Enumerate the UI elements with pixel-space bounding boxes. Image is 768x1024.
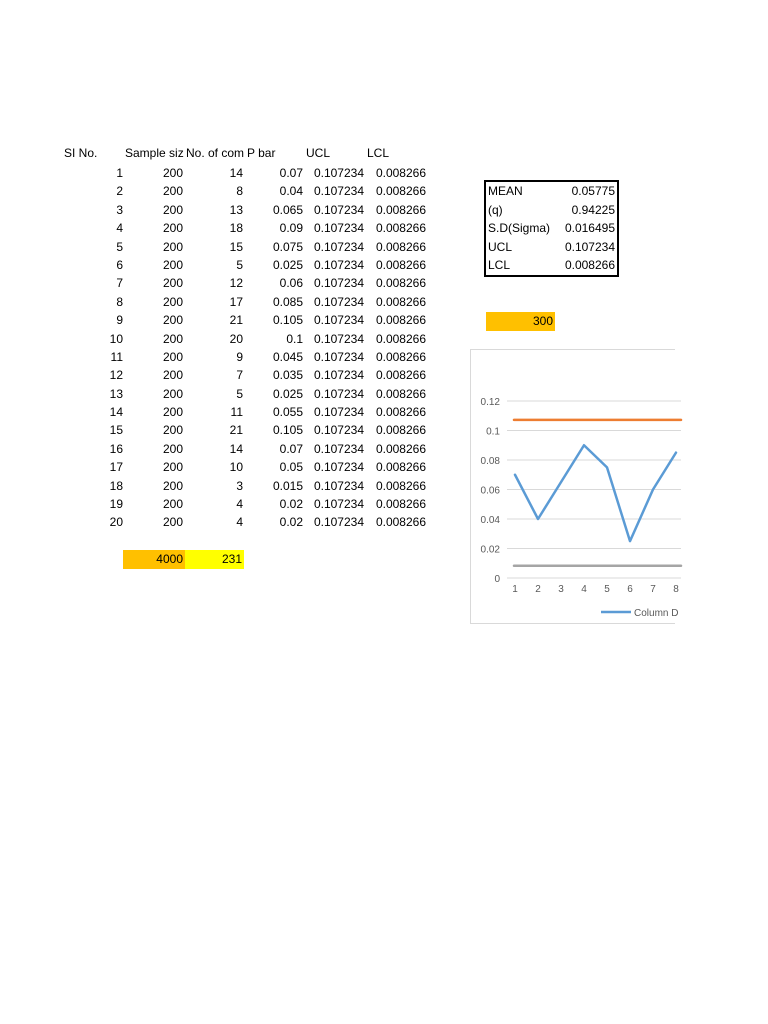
cell-ucl[interactable]: 0.107234 <box>313 276 364 291</box>
cell-no-of-comp[interactable]: 3 <box>236 478 243 493</box>
cell-no-of-comp[interactable]: 17 <box>229 294 243 309</box>
cell-p-bar[interactable]: 0.09 <box>279 221 303 236</box>
cell-lcl[interactable]: 0.008266 <box>375 184 426 199</box>
cell-ucl[interactable]: 0.107234 <box>313 460 364 475</box>
cell-si-no[interactable]: 1 <box>116 166 123 180</box>
cell-no-of-comp[interactable]: 14 <box>229 166 243 180</box>
cell-sample-size[interactable]: 200 <box>162 294 183 309</box>
table-row <box>64 458 430 476</box>
cell-no-of-comp[interactable]: 12 <box>229 276 243 291</box>
cell-lcl[interactable]: 0.008266 <box>375 313 426 328</box>
stat-value: 0.94225 <box>571 202 615 217</box>
cell-p-bar[interactable]: 0.015 <box>272 478 303 493</box>
cell-sample-size[interactable]: 200 <box>162 497 183 512</box>
y-tick-label: 0.1 <box>486 426 500 438</box>
table-row <box>64 477 430 495</box>
cell-ucl[interactable]: 0.107234 <box>313 257 364 272</box>
cell-ucl[interactable]: 0.107234 <box>313 515 364 530</box>
y-tick-label: 0.04 <box>480 515 500 526</box>
cell-no-of-comp[interactable]: 7 <box>236 368 243 383</box>
cell-lcl[interactable]: 0.008266 <box>375 515 426 530</box>
cell-lcl[interactable]: 0.008266 <box>375 441 426 456</box>
cell-si-no[interactable]: 2 <box>116 184 123 199</box>
cell-si-no[interactable]: 14 <box>109 405 123 420</box>
cell-no-of-comp[interactable]: 21 <box>229 423 243 438</box>
cell-p-bar[interactable]: 0.025 <box>272 257 303 272</box>
cell-ucl[interactable]: 0.107234 <box>313 386 364 401</box>
cell-sample-size[interactable]: 200 <box>162 313 183 328</box>
cell-lcl[interactable]: 0.008266 <box>375 239 426 254</box>
cell-ucl[interactable]: 0.107234 <box>313 294 364 309</box>
cell-sample-size[interactable]: 200 <box>162 423 183 438</box>
cell-p-bar[interactable]: 0.07 <box>279 166 303 180</box>
x-tick-label: 2 <box>535 584 541 595</box>
cell-no-of-comp[interactable]: 21 <box>229 313 243 328</box>
cell-ucl[interactable]: 0.107234 <box>313 349 364 364</box>
cell-lcl[interactable]: 0.008266 <box>375 166 426 180</box>
cell-lcl[interactable]: 0.008266 <box>375 221 426 236</box>
cell-sample-size[interactable]: 200 <box>162 184 183 199</box>
y-tick-label: 0.08 <box>480 456 500 467</box>
table-row <box>64 201 430 219</box>
cell-ucl[interactable]: 0.107234 <box>313 184 364 199</box>
cell-sample-size[interactable]: 200 <box>162 202 183 217</box>
cell-si-no[interactable]: 10 <box>109 331 123 346</box>
cell-no-of-comp[interactable]: 15 <box>229 239 243 254</box>
cell-lcl[interactable]: 0.008266 <box>375 349 426 364</box>
stat-value: 0.008266 <box>564 258 615 272</box>
stat-value: 0.107234 <box>564 239 615 254</box>
highlighted-cell[interactable]: 300 <box>486 312 555 331</box>
x-tick-label: 8 <box>673 584 679 595</box>
cell-si-no[interactable]: 12 <box>109 368 123 383</box>
stat-label: LCL <box>488 258 511 272</box>
cell-lcl[interactable]: 0.008266 <box>375 460 426 475</box>
cell-p-bar[interactable]: 0.025 <box>272 386 303 401</box>
cell-lcl[interactable]: 0.008266 <box>375 202 426 217</box>
table-row <box>64 366 430 384</box>
cell-lcl[interactable]: 0.008266 <box>375 386 426 401</box>
table-row <box>64 440 430 458</box>
legend-label: Column D <box>634 608 679 619</box>
cell-p-bar[interactable]: 0.1 <box>286 331 303 346</box>
cell-p-bar[interactable]: 0.06 <box>279 276 303 291</box>
header-ucl[interactable]: UCL <box>306 146 331 160</box>
total-no-of-comp-cell[interactable]: 231 <box>185 550 244 569</box>
stat-row-mean[interactable] <box>486 182 617 201</box>
cell-p-bar[interactable]: 0.105 <box>272 313 303 328</box>
cell-lcl[interactable]: 0.008266 <box>375 276 426 291</box>
control-chart[interactable] <box>470 349 679 624</box>
cell-si-no[interactable]: 19 <box>109 497 123 512</box>
table-row <box>64 421 430 439</box>
cell-sample-size[interactable]: 200 <box>162 276 183 291</box>
table-row <box>64 219 430 237</box>
cell-p-bar[interactable]: 0.085 <box>272 294 303 309</box>
cell-sample-size[interactable]: 200 <box>162 478 183 493</box>
cell-lcl[interactable]: 0.008266 <box>375 331 426 346</box>
cell-p-bar[interactable]: 0.055 <box>272 405 303 420</box>
cell-p-bar[interactable]: 0.075 <box>272 239 303 254</box>
cell-si-no[interactable]: 16 <box>109 441 123 456</box>
cell-p-bar[interactable]: 0.05 <box>279 460 303 475</box>
x-tick-label: 5 <box>604 584 610 595</box>
cell-sample-size[interactable]: 200 <box>162 221 183 236</box>
cell-ucl[interactable]: 0.107234 <box>313 221 364 236</box>
table-row <box>64 330 430 348</box>
cell-no-of-comp[interactable]: 13 <box>229 202 243 217</box>
stat-row-ucl[interactable] <box>486 238 617 257</box>
cell-ucl[interactable]: 0.107234 <box>313 166 364 180</box>
stat-label: (q) <box>488 202 503 217</box>
cell-no-of-comp[interactable]: 4 <box>236 515 243 530</box>
cell-no-of-comp[interactable]: 9 <box>236 349 243 364</box>
x-tick-label: 7 <box>650 584 656 595</box>
table-row <box>64 311 430 329</box>
x-tick-label: 3 <box>558 584 564 595</box>
cell-ucl[interactable]: 0.107234 <box>313 331 364 346</box>
y-tick-label: 0.12 <box>480 397 500 408</box>
cell-no-of-comp[interactable]: 5 <box>236 257 243 272</box>
cell-sample-size[interactable]: 200 <box>162 515 183 530</box>
total-sample-size-cell[interactable]: 4000 <box>123 550 185 569</box>
cell-si-no[interactable]: 3 <box>116 202 123 217</box>
x-tick-label: 4 <box>581 584 587 595</box>
table-row <box>64 274 430 292</box>
cell-ucl[interactable]: 0.107234 <box>313 313 364 328</box>
stats-box <box>484 180 619 277</box>
cell-si-no[interactable]: 18 <box>109 478 123 493</box>
cell-ucl[interactable]: 0.107234 <box>313 441 364 456</box>
cell-p-bar[interactable]: 0.07 <box>279 441 303 456</box>
cell-no-of-comp[interactable]: 14 <box>229 441 243 456</box>
table-row <box>64 513 430 531</box>
cell-sample-size[interactable]: 200 <box>162 368 183 383</box>
chart-svg <box>471 350 679 625</box>
stat-row-sigma[interactable] <box>486 219 617 238</box>
cell-si-no[interactable]: 6 <box>116 257 123 272</box>
cell-no-of-comp[interactable]: 8 <box>236 184 243 199</box>
cell-no-of-comp[interactable]: 4 <box>236 497 243 512</box>
stat-value: 0.05775 <box>571 184 615 198</box>
y-tick-label: 0.02 <box>480 544 500 556</box>
cell-sample-size[interactable]: 200 <box>162 257 183 272</box>
table-row <box>64 403 430 421</box>
table-row <box>64 164 430 182</box>
cell-sample-size[interactable]: 200 <box>162 441 183 456</box>
cell-no-of-comp[interactable]: 18 <box>229 221 243 236</box>
cell-si-no[interactable]: 5 <box>116 239 123 254</box>
cell-p-bar[interactable]: 0.105 <box>272 423 303 438</box>
cell-p-bar[interactable]: 0.02 <box>279 497 303 512</box>
table-row <box>64 293 430 311</box>
header-no-of-comp[interactable]: No. of com <box>186 146 245 160</box>
header-si-no[interactable]: SI No. <box>64 146 98 160</box>
cell-ucl[interactable]: 0.107234 <box>313 202 364 217</box>
cell-si-no[interactable]: 8 <box>116 294 123 309</box>
cell-p-bar[interactable]: 0.045 <box>272 349 303 364</box>
cell-si-no[interactable]: 17 <box>109 460 123 475</box>
cell-sample-size[interactable]: 200 <box>162 460 183 475</box>
cell-lcl[interactable]: 0.008266 <box>375 478 426 493</box>
cell-no-of-comp[interactable]: 11 <box>230 405 243 420</box>
cell-sample-size[interactable]: 200 <box>162 239 183 254</box>
cell-ucl[interactable]: 0.107234 <box>313 239 364 254</box>
table-row <box>64 238 430 256</box>
cell-lcl[interactable]: 0.008266 <box>375 257 426 272</box>
cell-no-of-comp[interactable]: 5 <box>236 386 243 401</box>
cell-ucl[interactable]: 0.107234 <box>313 423 364 438</box>
table-row <box>64 348 430 366</box>
cell-ucl[interactable]: 0.107234 <box>313 497 364 512</box>
cell-si-no[interactable]: 11 <box>110 349 123 364</box>
cell-si-no[interactable]: 7 <box>116 276 123 291</box>
cell-sample-size[interactable]: 200 <box>162 166 183 180</box>
table-row <box>64 495 430 513</box>
cell-si-no[interactable]: 20 <box>109 515 123 530</box>
stat-value: 0.016495 <box>564 221 615 235</box>
x-tick-label: 1 <box>512 584 518 595</box>
cell-p-bar[interactable]: 0.065 <box>272 202 303 217</box>
cell-lcl[interactable]: 0.008266 <box>375 497 426 512</box>
cell-ucl[interactable]: 0.107234 <box>313 368 364 383</box>
y-tick-label: 0 <box>494 574 500 585</box>
cell-sample-size[interactable]: 200 <box>162 386 183 401</box>
table-row <box>64 182 430 200</box>
stat-label: S.D(Sigma) <box>488 221 551 235</box>
cell-si-no[interactable]: 15 <box>109 423 123 438</box>
x-tick-label: 6 <box>627 584 633 595</box>
cell-si-no[interactable]: 9 <box>116 313 123 328</box>
stat-label: MEAN <box>488 184 523 198</box>
cell-si-no[interactable]: 13 <box>109 386 123 401</box>
table-row <box>64 385 430 403</box>
stat-row-q[interactable] <box>486 201 617 220</box>
cell-ucl[interactable]: 0.107234 <box>313 478 364 493</box>
cell-lcl[interactable]: 0.008266 <box>375 294 426 309</box>
cell-lcl[interactable]: 0.008266 <box>375 423 426 438</box>
data-table <box>64 164 430 532</box>
cell-p-bar[interactable]: 0.04 <box>279 184 303 199</box>
cell-p-bar[interactable]: 0.02 <box>279 515 303 530</box>
cell-lcl[interactable]: 0.008266 <box>375 368 426 383</box>
cell-sample-size[interactable]: 200 <box>162 331 183 346</box>
cell-ucl[interactable]: 0.107234 <box>313 405 364 420</box>
header-p-bar[interactable]: P bar <box>247 146 276 160</box>
cell-no-of-comp[interactable]: 10 <box>229 460 243 475</box>
stat-label: UCL <box>488 239 513 254</box>
cell-si-no[interactable]: 4 <box>116 221 123 236</box>
cell-sample-size[interactable]: 200 <box>162 349 183 364</box>
header-sample-size[interactable]: Sample siz <box>125 146 184 160</box>
cell-no-of-comp[interactable]: 20 <box>229 331 243 346</box>
cell-p-bar[interactable]: 0.035 <box>272 368 303 383</box>
header-lcl[interactable]: LCL <box>367 146 390 160</box>
table-row <box>64 256 430 274</box>
y-tick-label: 0.06 <box>480 485 500 497</box>
cell-sample-size[interactable]: 200 <box>162 405 183 420</box>
cell-lcl[interactable]: 0.008266 <box>375 405 426 420</box>
stat-row-lcl[interactable] <box>486 256 617 275</box>
